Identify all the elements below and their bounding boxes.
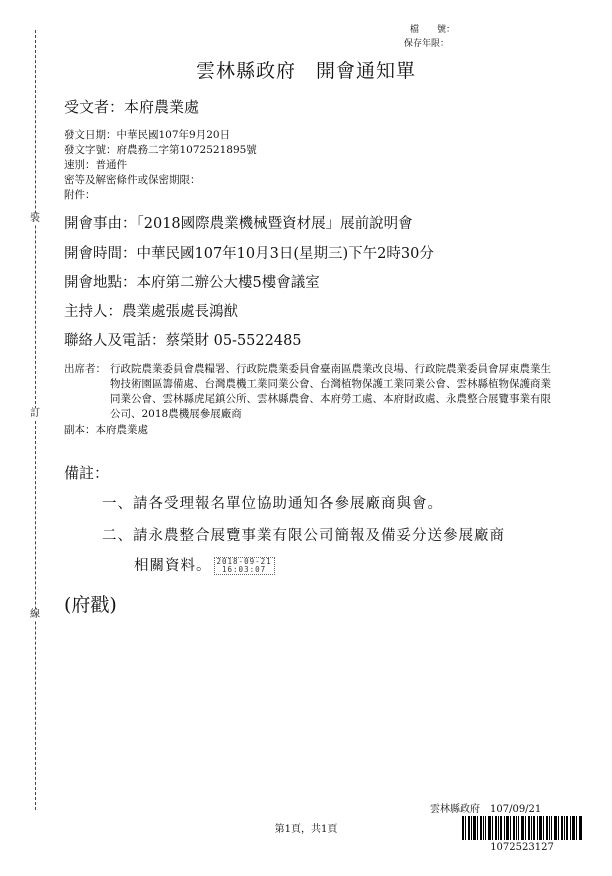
delivery-speed: 速別：普通件 <box>64 159 127 171</box>
meeting-subject: 開會事由：「2018國際農業機械暨資材展」展前說明會 <box>64 216 413 232</box>
document-number: 發文字號：府農務二字第1072521895號 <box>64 144 257 156</box>
page-number: 第1頁，共1頁 <box>274 824 338 835</box>
attendees-label: 出席者： <box>64 363 106 375</box>
attachments: 附件： <box>64 189 96 201</box>
footer-org-date: 雲林縣政府 107/09/21 <box>430 804 542 815</box>
retention-period-label: 保存年限： <box>404 39 450 49</box>
remarks-label: 備註： <box>64 464 110 482</box>
remark-item-2-continued <box>134 556 275 576</box>
barcode-number: 1072523127 <box>490 842 554 853</box>
meeting-contact: 聯絡人及電話：蔡榮財 05-5522485 <box>64 333 302 349</box>
file-number-label: 檔 號： <box>410 25 456 35</box>
stamp-time: 16:03:07 <box>222 565 267 574</box>
remark-item-2-line-2: 相關資料。 <box>134 558 212 574</box>
recipient: 受文者：本府農業處 <box>64 98 200 116</box>
attendees-block <box>64 362 554 438</box>
attendees-list: 行政院農業委員會農糧署、行政院農業委員會臺南區農業改良場、行政院農業委員會屏東農業生物技術園區籌備處、台灣農機工業同業公會、台灣植物保護工業同業公會、雲林縣植物保護商業同業公會、雲林縣虎尾鎮公所、雲林縣農會、本府勞工處、本府財政處、永農整合展覽事業有限公司、2018農機展參展廠商 <box>110 363 551 420</box>
binding-char-ding: 訂 <box>30 408 40 419</box>
binding-char-xian: 線 <box>30 609 40 620</box>
meeting-time: 開會時間：中華民國107年10月3日(星期三)下午2時30分 <box>64 246 434 262</box>
stamp-date: 2018-09-21 <box>216 557 272 566</box>
document-title: 雲林縣政府 開會通知單 <box>195 60 416 82</box>
issue-date: 發文日期：中華民國107年9月20日 <box>64 129 231 141</box>
copy-to: 副本：本府農業處 <box>64 424 148 436</box>
meeting-chair: 主持人：農業處張處長鴻猷 <box>64 304 238 320</box>
binding-dashed-line <box>35 30 36 810</box>
government-seal-placeholder: (府戳) <box>64 594 117 616</box>
remark-item-2: 二、請永農整合展覽事業有限公司簡報及備妥分送參展廠商 <box>102 528 505 544</box>
meeting-place: 開會地點：本府第二辦公大樓5樓會議室 <box>64 275 320 291</box>
classification: 密等及解密條件或保密期限： <box>64 174 201 186</box>
barcode-image <box>462 816 582 840</box>
binding-char-zhuang: 裝 <box>30 213 40 224</box>
remark-item-1: 一、請各受理報名單位協助通知各參展廠商與會。 <box>102 496 443 512</box>
timestamp-stamp <box>214 557 275 575</box>
